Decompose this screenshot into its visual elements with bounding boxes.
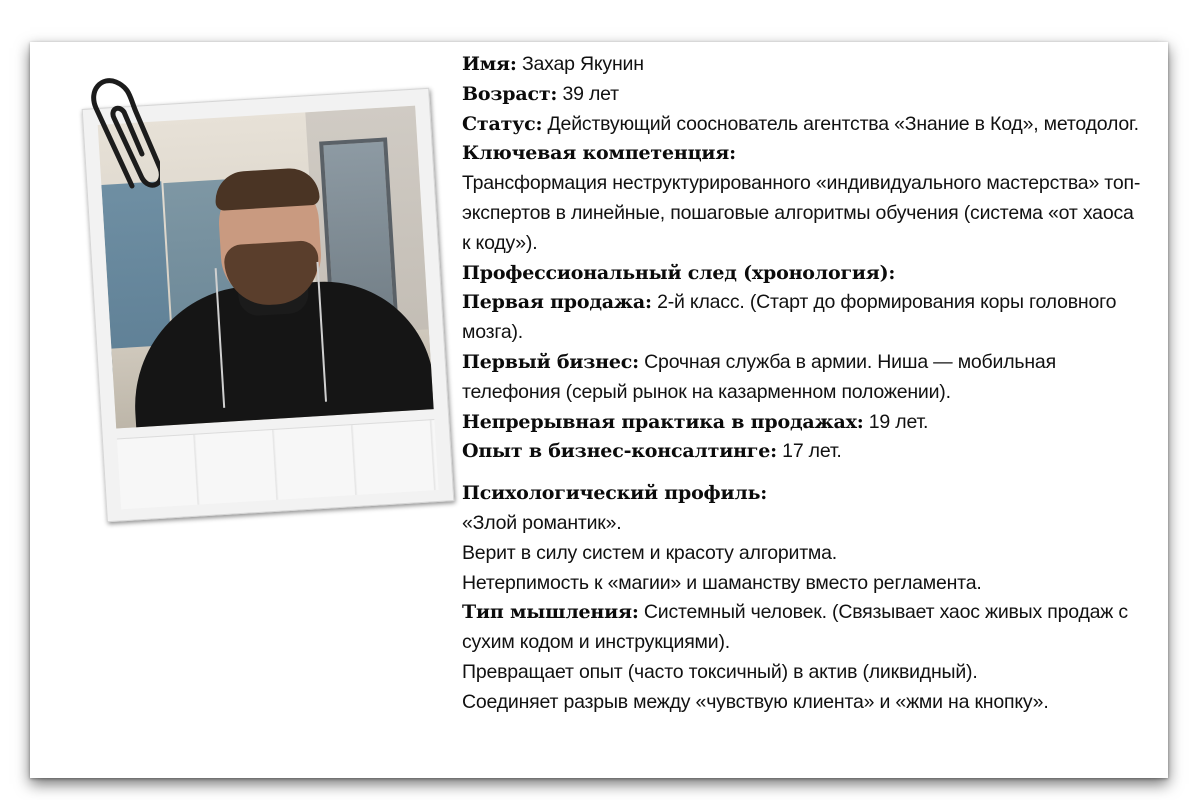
psych-line-4: Превращает опыт (часто токсичный) в актив (ликвидный). (462, 660, 978, 683)
status-label: Статус: (462, 112, 543, 135)
profile-text (462, 50, 1142, 718)
name-row (462, 50, 1142, 80)
consulting-row (462, 437, 1142, 467)
psych-line-5: Соединяет разрыв между «чувствую клиента» и «жми на кнопку». (462, 690, 1049, 713)
first-business-value: Срочная служба в армии. Ниша — мобильная телефония (серый рынок на казарменном положении). (462, 350, 1056, 403)
section-spacer (462, 467, 1142, 479)
thinking-row (462, 598, 1142, 658)
psych-line-2: Верит в силу систем и красоту алгоритма. (462, 541, 838, 564)
status-row (462, 110, 1142, 140)
age-value: 39 лет (562, 82, 619, 105)
psych-heading (462, 479, 1142, 509)
competence-heading (462, 139, 1142, 169)
name-value: Захар Якунин (521, 53, 644, 75)
sales-practice-row (462, 408, 1142, 438)
competence-label: Ключевая компетенция: (462, 142, 736, 165)
polaroid-caption-strip (117, 419, 439, 509)
psych-heading-label: Психологический профиль: (462, 482, 768, 505)
first-sale-value: 2-й класс. (Старт до формирования коры головного мозга). (462, 291, 1117, 344)
psych-line-3: Нетерпимость к «магии» и шаманству вместо регламента. (462, 571, 982, 594)
age-label: Возраст: (462, 82, 558, 105)
sales-practice-label: Непрерывная практика в продажах: (462, 410, 864, 433)
photo-person-hair (214, 167, 320, 211)
name-label: Имя: (462, 53, 517, 75)
first-business-row (462, 348, 1142, 408)
thinking-value: Системный человек. (Связывает хаос живых продаж с сухим кодом и инструкциями). (462, 601, 1128, 654)
sales-practice-value: 19 лет. (868, 410, 929, 433)
first-sale-row (462, 288, 1142, 348)
thinking-label: Тип мышления: (462, 601, 639, 624)
psych-line-1: «Злой романтик». (462, 511, 622, 534)
first-sale-label: Первая продажа: (462, 291, 652, 314)
first-business-label: Первый бизнес: (462, 350, 639, 373)
consulting-label: Опыт в бизнес-консалтинге: (462, 440, 777, 463)
status-value: Действующий сооснователь агентства «Знание в Код», методолог. (547, 112, 1139, 135)
profile-card (30, 42, 1168, 778)
competence-value: Трансформация неструктурированного «индивидуального мастерства» топ-экспертов в линейные, пошаговые алгоритмы обучения (система «от хаоса к коду»). (462, 172, 1141, 254)
trail-heading-label: Профессиональный след (хронология): (462, 261, 896, 284)
paperclip-icon (80, 68, 160, 198)
age-row (462, 80, 1142, 110)
consulting-value: 17 лет. (782, 440, 842, 463)
trail-heading (462, 259, 1142, 289)
